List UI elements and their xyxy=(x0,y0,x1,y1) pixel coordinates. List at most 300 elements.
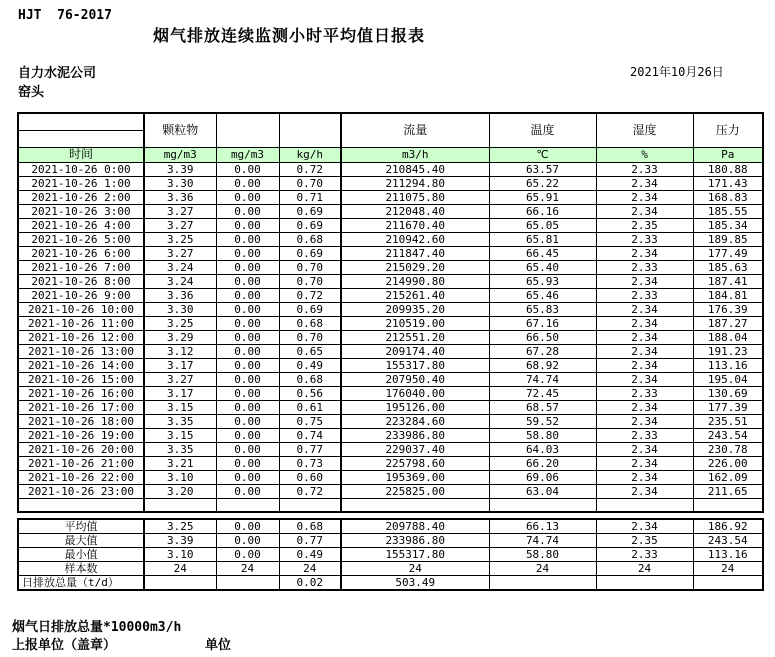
value-cell: 0.00 xyxy=(216,218,279,232)
value-cell: 3.29 xyxy=(144,330,216,344)
unit-label: 单位 xyxy=(205,638,232,653)
summary-value: 209788.40 xyxy=(341,519,489,534)
value-cell: 176040.00 xyxy=(341,386,489,400)
value-cell: 210845.40 xyxy=(341,162,489,176)
value-cell: 0.61 xyxy=(279,400,341,414)
summary-row xyxy=(18,534,763,548)
col-header-particulate: 颗粒物 xyxy=(144,113,216,147)
value-cell: 58.80 xyxy=(489,428,596,442)
time-cell: 2021-10-26 3:00 xyxy=(18,204,144,218)
value-cell: 177.49 xyxy=(693,246,763,260)
summary-value: 2.33 xyxy=(596,548,693,562)
value-cell: 0.00 xyxy=(216,358,279,372)
col-header-blank-1 xyxy=(216,113,279,147)
unit-header-row xyxy=(18,147,763,162)
value-cell: 66.16 xyxy=(489,204,596,218)
time-cell: 2021-10-26 13:00 xyxy=(18,344,144,358)
value-cell: 184.81 xyxy=(693,288,763,302)
summary-value: 186.92 xyxy=(693,519,763,534)
summary-value xyxy=(489,576,596,591)
time-cell: 2021-10-26 0:00 xyxy=(18,162,144,176)
table-row xyxy=(18,204,763,218)
value-cell: 0.49 xyxy=(279,358,341,372)
value-cell: 68.57 xyxy=(489,400,596,414)
value-cell: 0.00 xyxy=(216,428,279,442)
value-cell: 3.10 xyxy=(144,470,216,484)
table-row xyxy=(18,274,763,288)
time-cell: 2021-10-26 19:00 xyxy=(18,428,144,442)
value-cell: 211847.40 xyxy=(341,246,489,260)
value-cell: 130.69 xyxy=(693,386,763,400)
footer-note: 烟气日排放总量*10000m3/h xyxy=(12,620,182,635)
table-row xyxy=(18,302,763,316)
time-header: 时间 xyxy=(18,147,144,162)
summary-value: 24 xyxy=(693,562,763,576)
summary-value: 0.00 xyxy=(216,519,279,534)
time-cell: 2021-10-26 11:00 xyxy=(18,316,144,330)
summary-value: 3.25 xyxy=(144,519,216,534)
summary-value: 24 xyxy=(279,562,341,576)
value-cell: 65.91 xyxy=(489,190,596,204)
value-cell: 0.71 xyxy=(279,190,341,204)
value-cell: 162.09 xyxy=(693,470,763,484)
value-cell: 226.00 xyxy=(693,456,763,470)
empty-cell xyxy=(279,498,341,512)
summary-value: 2.35 xyxy=(596,534,693,548)
summary-label: 最小值 xyxy=(18,548,144,562)
value-cell: 3.24 xyxy=(144,274,216,288)
value-cell: 2.34 xyxy=(596,190,693,204)
value-cell: 0.00 xyxy=(216,400,279,414)
value-cell: 210519.00 xyxy=(341,316,489,330)
summary-value: 3.10 xyxy=(144,548,216,562)
table-row xyxy=(18,442,763,456)
value-cell: 0.00 xyxy=(216,204,279,218)
value-cell: 2.34 xyxy=(596,302,693,316)
col-header-pressure: 压力 xyxy=(693,113,763,147)
value-cell: 185.63 xyxy=(693,260,763,274)
value-cell: 225825.00 xyxy=(341,484,489,498)
monitoring-table xyxy=(17,112,762,591)
summary-value: 3.39 xyxy=(144,534,216,548)
value-cell: 225798.60 xyxy=(341,456,489,470)
time-cell: 2021-10-26 17:00 xyxy=(18,400,144,414)
summary-label: 最大值 xyxy=(18,534,144,548)
table-row xyxy=(18,470,763,484)
value-cell: 3.27 xyxy=(144,372,216,386)
value-cell: 2.34 xyxy=(596,372,693,386)
time-cell: 2021-10-26 16:00 xyxy=(18,386,144,400)
value-cell: 0.00 xyxy=(216,344,279,358)
value-cell: 210942.60 xyxy=(341,232,489,246)
time-cell: 2021-10-26 2:00 xyxy=(18,190,144,204)
summary-value: 66.13 xyxy=(489,519,596,534)
summary-table xyxy=(17,518,764,591)
table-row xyxy=(18,190,763,204)
value-cell: 3.25 xyxy=(144,232,216,246)
value-cell: 0.00 xyxy=(216,246,279,260)
value-cell: 0.75 xyxy=(279,414,341,428)
value-cell: 63.57 xyxy=(489,162,596,176)
value-cell: 233986.80 xyxy=(341,428,489,442)
value-cell: 2.33 xyxy=(596,260,693,274)
value-cell: 207950.40 xyxy=(341,372,489,386)
value-cell: 66.45 xyxy=(489,246,596,260)
value-cell: 2.34 xyxy=(596,442,693,456)
value-cell: 69.06 xyxy=(489,470,596,484)
value-cell: 3.36 xyxy=(144,288,216,302)
unit-percent: % xyxy=(596,147,693,162)
summary-value: 0.77 xyxy=(279,534,341,548)
time-cell: 2021-10-26 5:00 xyxy=(18,232,144,246)
summary-value xyxy=(596,576,693,591)
value-cell: 2.34 xyxy=(596,400,693,414)
value-cell: 65.40 xyxy=(489,260,596,274)
value-cell: 0.65 xyxy=(279,344,341,358)
value-cell: 0.73 xyxy=(279,456,341,470)
value-cell: 65.22 xyxy=(489,176,596,190)
value-cell: 2.34 xyxy=(596,246,693,260)
value-cell: 2.33 xyxy=(596,288,693,302)
value-cell: 0.68 xyxy=(279,372,341,386)
time-cell: 2021-10-26 15:00 xyxy=(18,372,144,386)
value-cell: 3.17 xyxy=(144,358,216,372)
value-cell: 0.68 xyxy=(279,316,341,330)
summary-value: 155317.80 xyxy=(341,548,489,562)
corner-cell-bottom xyxy=(18,130,144,147)
value-cell: 0.00 xyxy=(216,414,279,428)
summary-value: 24 xyxy=(489,562,596,576)
empty-cell xyxy=(596,498,693,512)
table-row xyxy=(18,400,763,414)
report-date: 2021年10月26日 xyxy=(630,65,724,79)
site-name: 窑头 xyxy=(18,85,45,100)
value-cell: 0.00 xyxy=(216,260,279,274)
summary-value: 503.49 xyxy=(341,576,489,591)
table-row xyxy=(18,218,763,232)
value-cell: 185.34 xyxy=(693,218,763,232)
value-cell: 2.34 xyxy=(596,484,693,498)
value-cell: 65.81 xyxy=(489,232,596,246)
value-cell: 2.34 xyxy=(596,274,693,288)
col-header-humidity: 湿度 xyxy=(596,113,693,147)
unit-pa: Pa xyxy=(693,147,763,162)
table-row xyxy=(18,414,763,428)
standard-code: HJT 76-2017 xyxy=(18,8,112,23)
value-cell: 72.45 xyxy=(489,386,596,400)
value-cell: 188.04 xyxy=(693,330,763,344)
value-cell: 209174.40 xyxy=(341,344,489,358)
table-row xyxy=(18,484,763,498)
value-cell: 113.16 xyxy=(693,358,763,372)
value-cell: 2.33 xyxy=(596,428,693,442)
summary-row xyxy=(18,562,763,576)
table-row xyxy=(18,162,763,176)
value-cell: 3.21 xyxy=(144,456,216,470)
value-cell: 67.28 xyxy=(489,344,596,358)
time-cell: 2021-10-26 10:00 xyxy=(18,302,144,316)
value-cell: 171.43 xyxy=(693,176,763,190)
time-cell: 2021-10-26 1:00 xyxy=(18,176,144,190)
value-cell: 0.69 xyxy=(279,204,341,218)
col-header-flow: 流量 xyxy=(341,113,489,147)
value-cell: 0.00 xyxy=(216,176,279,190)
value-cell: 211075.80 xyxy=(341,190,489,204)
unit-celsius: ℃ xyxy=(489,147,596,162)
value-cell: 187.27 xyxy=(693,316,763,330)
value-cell: 67.16 xyxy=(489,316,596,330)
value-cell: 195.04 xyxy=(693,372,763,386)
empty-cell xyxy=(144,498,216,512)
time-cell: 2021-10-26 21:00 xyxy=(18,456,144,470)
value-cell: 3.35 xyxy=(144,442,216,456)
table-row xyxy=(18,316,763,330)
summary-value: 24 xyxy=(341,562,489,576)
summary-value: 0.00 xyxy=(216,548,279,562)
summary-value xyxy=(216,576,279,591)
value-cell: 3.36 xyxy=(144,190,216,204)
value-cell: 0.00 xyxy=(216,162,279,176)
value-cell: 212551.20 xyxy=(341,330,489,344)
table-row xyxy=(18,330,763,344)
value-cell: 59.52 xyxy=(489,414,596,428)
value-cell: 3.35 xyxy=(144,414,216,428)
data-rows xyxy=(18,162,763,512)
value-cell: 0.00 xyxy=(216,372,279,386)
time-cell: 2021-10-26 18:00 xyxy=(18,414,144,428)
value-cell: 3.17 xyxy=(144,386,216,400)
value-cell: 0.00 xyxy=(216,470,279,484)
summary-value: 113.16 xyxy=(693,548,763,562)
time-cell: 2021-10-26 14:00 xyxy=(18,358,144,372)
value-cell: 0.00 xyxy=(216,484,279,498)
value-cell: 2.34 xyxy=(596,316,693,330)
value-cell: 195369.00 xyxy=(341,470,489,484)
empty-cell xyxy=(693,498,763,512)
empty-cell xyxy=(216,498,279,512)
value-cell: 0.70 xyxy=(279,274,341,288)
empty-cell xyxy=(341,498,489,512)
value-cell: 211294.80 xyxy=(341,176,489,190)
value-cell: 0.00 xyxy=(216,456,279,470)
value-cell: 235.51 xyxy=(693,414,763,428)
value-cell: 0.72 xyxy=(279,288,341,302)
col-header-blank-2 xyxy=(279,113,341,147)
value-cell: 0.60 xyxy=(279,470,341,484)
value-cell: 2.33 xyxy=(596,162,693,176)
value-cell: 189.85 xyxy=(693,232,763,246)
value-cell: 2.33 xyxy=(596,386,693,400)
value-cell: 3.20 xyxy=(144,484,216,498)
value-cell: 212048.40 xyxy=(341,204,489,218)
value-cell: 0.00 xyxy=(216,386,279,400)
value-cell: 0.72 xyxy=(279,484,341,498)
value-cell: 3.30 xyxy=(144,302,216,316)
unit-m3h: m3/h xyxy=(341,147,489,162)
summary-row xyxy=(18,519,763,534)
main-table xyxy=(17,112,764,513)
value-cell: 2.34 xyxy=(596,176,693,190)
table-row xyxy=(18,358,763,372)
summary-value: 58.80 xyxy=(489,548,596,562)
summary-value: 0.02 xyxy=(279,576,341,591)
value-cell: 2.33 xyxy=(596,232,693,246)
summary-value: 233986.80 xyxy=(341,534,489,548)
table-row xyxy=(18,372,763,386)
value-cell: 3.25 xyxy=(144,316,216,330)
table-row xyxy=(18,176,763,190)
table-row xyxy=(18,288,763,302)
value-cell: 214990.80 xyxy=(341,274,489,288)
table-header xyxy=(18,113,763,162)
value-cell: 2.35 xyxy=(596,218,693,232)
unit-mgm3-2: mg/m3 xyxy=(216,147,279,162)
report-unit-label: 上报单位（盖章） xyxy=(12,638,117,653)
value-cell: 0.00 xyxy=(216,274,279,288)
col-header-temperature: 温度 xyxy=(489,113,596,147)
value-cell: 3.12 xyxy=(144,344,216,358)
value-cell: 64.03 xyxy=(489,442,596,456)
value-cell: 185.55 xyxy=(693,204,763,218)
company-name: 自力水泥公司 xyxy=(18,66,97,81)
value-cell: 3.15 xyxy=(144,428,216,442)
value-cell: 168.83 xyxy=(693,190,763,204)
value-cell: 180.88 xyxy=(693,162,763,176)
value-cell: 0.70 xyxy=(279,260,341,274)
value-cell: 0.00 xyxy=(216,232,279,246)
value-cell: 63.04 xyxy=(489,484,596,498)
value-cell: 195126.00 xyxy=(341,400,489,414)
value-cell: 3.24 xyxy=(144,260,216,274)
table-row xyxy=(18,456,763,470)
value-cell: 3.27 xyxy=(144,204,216,218)
summary-value: 24 xyxy=(144,562,216,576)
value-cell: 215029.20 xyxy=(341,260,489,274)
value-cell: 211.65 xyxy=(693,484,763,498)
value-cell: 0.70 xyxy=(279,330,341,344)
value-cell: 3.27 xyxy=(144,246,216,260)
value-cell: 66.50 xyxy=(489,330,596,344)
value-cell: 209935.20 xyxy=(341,302,489,316)
value-cell: 0.00 xyxy=(216,288,279,302)
time-cell: 2021-10-26 9:00 xyxy=(18,288,144,302)
value-cell: 65.05 xyxy=(489,218,596,232)
table-row xyxy=(18,246,763,260)
value-cell: 243.54 xyxy=(693,428,763,442)
time-cell: 2021-10-26 6:00 xyxy=(18,246,144,260)
value-cell: 191.23 xyxy=(693,344,763,358)
value-cell: 2.34 xyxy=(596,330,693,344)
value-cell: 0.69 xyxy=(279,302,341,316)
time-cell: 2021-10-26 22:00 xyxy=(18,470,144,484)
empty-cell xyxy=(18,498,144,512)
value-cell: 3.30 xyxy=(144,176,216,190)
value-cell: 230.78 xyxy=(693,442,763,456)
summary-label: 平均值 xyxy=(18,519,144,534)
summary-value: 24 xyxy=(216,562,279,576)
value-cell: 0.77 xyxy=(279,442,341,456)
value-cell: 0.00 xyxy=(216,302,279,316)
summary-rows xyxy=(18,519,763,590)
summary-value xyxy=(144,576,216,591)
value-cell: 0.00 xyxy=(216,442,279,456)
value-cell: 65.83 xyxy=(489,302,596,316)
value-cell: 3.15 xyxy=(144,400,216,414)
value-cell: 229037.40 xyxy=(341,442,489,456)
corner-cell-top xyxy=(18,113,144,130)
value-cell: 2.34 xyxy=(596,344,693,358)
value-cell: 2.34 xyxy=(596,470,693,484)
summary-value: 0.00 xyxy=(216,534,279,548)
value-cell: 0.74 xyxy=(279,428,341,442)
value-cell: 215261.40 xyxy=(341,288,489,302)
time-cell: 2021-10-26 20:00 xyxy=(18,442,144,456)
summary-row xyxy=(18,576,763,591)
table-row xyxy=(18,260,763,274)
summary-label: 日排放总量（t/d） xyxy=(18,576,144,591)
summary-value: 243.54 xyxy=(693,534,763,548)
value-cell: 65.46 xyxy=(489,288,596,302)
value-cell: 0.72 xyxy=(279,162,341,176)
value-cell: 0.56 xyxy=(279,386,341,400)
value-cell: 0.68 xyxy=(279,232,341,246)
value-cell: 2.34 xyxy=(596,414,693,428)
value-cell: 2.34 xyxy=(596,204,693,218)
value-cell: 2.34 xyxy=(596,358,693,372)
summary-value: 0.49 xyxy=(279,548,341,562)
value-cell: 3.39 xyxy=(144,162,216,176)
table-row xyxy=(18,232,763,246)
value-cell: 66.20 xyxy=(489,456,596,470)
summary-value: 74.74 xyxy=(489,534,596,548)
value-cell: 0.00 xyxy=(216,190,279,204)
value-cell: 176.39 xyxy=(693,302,763,316)
value-cell: 0.70 xyxy=(279,176,341,190)
group-header-row xyxy=(18,113,763,130)
page-title: 烟气排放连续监测小时平均值日报表 xyxy=(153,26,426,45)
unit-mgm3-1: mg/m3 xyxy=(144,147,216,162)
table-row xyxy=(18,428,763,442)
value-cell: 177.39 xyxy=(693,400,763,414)
time-cell: 2021-10-26 8:00 xyxy=(18,274,144,288)
value-cell: 0.69 xyxy=(279,218,341,232)
summary-label: 样本数 xyxy=(18,562,144,576)
value-cell: 0.69 xyxy=(279,246,341,260)
time-cell: 2021-10-26 23:00 xyxy=(18,484,144,498)
table-row xyxy=(18,386,763,400)
value-cell: 155317.80 xyxy=(341,358,489,372)
unit-kgh: kg/h xyxy=(279,147,341,162)
value-cell: 187.41 xyxy=(693,274,763,288)
value-cell: 65.93 xyxy=(489,274,596,288)
value-cell: 2.34 xyxy=(596,456,693,470)
value-cell: 0.00 xyxy=(216,316,279,330)
empty-cell xyxy=(489,498,596,512)
summary-value xyxy=(693,576,763,591)
value-cell: 211670.40 xyxy=(341,218,489,232)
value-cell: 223284.60 xyxy=(341,414,489,428)
time-cell: 2021-10-26 7:00 xyxy=(18,260,144,274)
value-cell: 3.27 xyxy=(144,218,216,232)
summary-value: 0.68 xyxy=(279,519,341,534)
summary-value: 2.34 xyxy=(596,519,693,534)
value-cell: 68.92 xyxy=(489,358,596,372)
value-cell: 74.74 xyxy=(489,372,596,386)
value-cell: 0.00 xyxy=(216,330,279,344)
summary-row xyxy=(18,548,763,562)
time-cell: 2021-10-26 4:00 xyxy=(18,218,144,232)
time-cell: 2021-10-26 12:00 xyxy=(18,330,144,344)
